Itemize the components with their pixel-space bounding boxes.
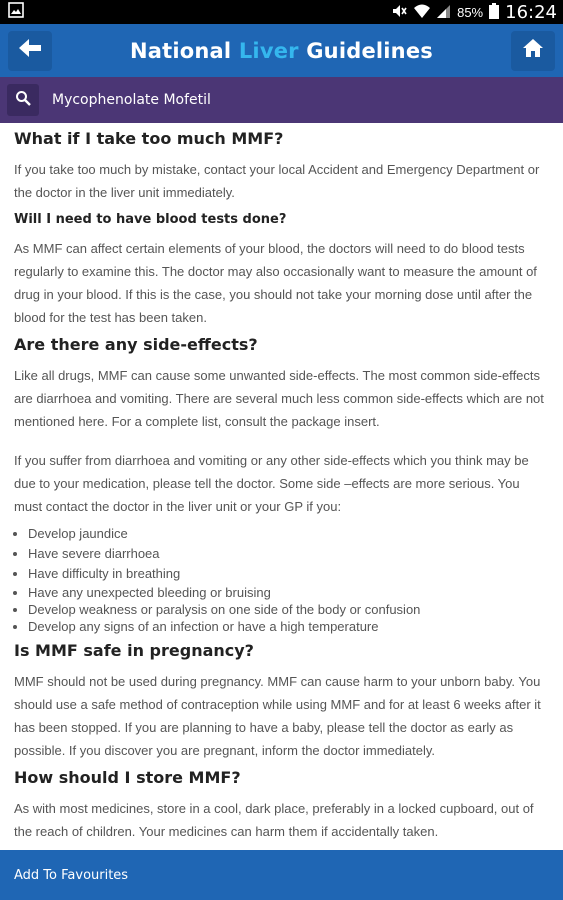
side-effects-list bbox=[14, 524, 549, 635]
bottom-bar bbox=[0, 850, 563, 900]
search-bar bbox=[0, 77, 563, 123]
search-icon bbox=[15, 90, 31, 111]
wifi-icon bbox=[413, 3, 431, 22]
app-title-part3: Guidelines bbox=[298, 38, 433, 63]
article-content[interactable] bbox=[0, 123, 563, 851]
home-button[interactable] bbox=[511, 31, 555, 71]
paragraph-pregnancy: MMF should not be used during pregnancy. MMF can cause harm to your unborn baby. You should use a safe method of contraception while using MMF and for at least 6 weeks after it has been stopped. If you are planning to have a baby, please tell the doctor as early as possible. If you discover you are pregnant, inform the doctor immediately. bbox=[14, 674, 541, 758]
clock: 16:24 bbox=[505, 1, 557, 23]
list-item: • Develop jaundice bbox=[28, 524, 549, 544]
list-item: • Develop weakness or paralysis on one side of the body or confusion bbox=[28, 601, 549, 618]
add-to-favourites-button[interactable]: Add To Favourites bbox=[14, 867, 129, 883]
app-title bbox=[130, 39, 433, 63]
mute-icon bbox=[391, 3, 407, 22]
section-heading-pregnancy: Is MMF safe in pregnancy? bbox=[14, 641, 254, 660]
list-item: • Develop any signs of an infection or have a high temperature bbox=[28, 618, 549, 635]
arrow-left-icon bbox=[19, 38, 41, 63]
home-icon bbox=[522, 38, 544, 63]
section-heading-blood-tests: Will I need to have blood tests done? bbox=[14, 212, 287, 227]
list-item: • Have difficulty in breathing bbox=[28, 564, 549, 584]
section-heading-side-effects: Are there any side-effects? bbox=[14, 335, 258, 354]
back-button[interactable] bbox=[8, 31, 52, 71]
battery-percent: 85% bbox=[457, 4, 484, 20]
paragraph-side-effects-2: If you suffer from diarrhoea and vomiting or any other side-effects which you think may be due to your medication, please tell the doctor. Some side –effects are more serious. You must contact the doctor in the liver unit or your GP if you: bbox=[14, 453, 529, 514]
app-title-part1: National bbox=[130, 38, 239, 63]
paragraph-storage: As with most medicines, store in a cool, dark place, preferably in a locked cupboard, out of the reach of children. Your medicines can harm them if accidentally taken. bbox=[14, 801, 534, 839]
status-bar bbox=[0, 0, 563, 24]
app-title-accent: Liver bbox=[238, 38, 299, 63]
image-icon bbox=[8, 2, 24, 23]
section-heading-storage: How should I store MMF? bbox=[14, 768, 241, 787]
paragraph-overdose: If you take too much by mistake, contact your local Accident and Emergency Department or the doctor in the liver unit immediately. bbox=[14, 162, 540, 200]
list-item: • Have severe diarrhoea bbox=[28, 544, 549, 564]
section-heading-overdose: What if I take too much MMF? bbox=[14, 129, 284, 148]
app-bar bbox=[0, 24, 563, 77]
search-query[interactable]: Mycophenolate Mofetil bbox=[52, 92, 211, 108]
list-item: • Have any unexpected bleeding or bruising bbox=[28, 584, 549, 601]
search-button[interactable] bbox=[7, 84, 39, 116]
battery-icon bbox=[489, 3, 499, 22]
paragraph-blood-tests: As MMF can affect certain elements of your blood, the doctors will need to do blood tests regularly to examine this. The doctor may also occasionally want to measure the amount of drug in your blood. If this is the case, you should not take your morning dose until after the blood for the test has been taken. bbox=[14, 241, 537, 325]
signal-icon bbox=[437, 3, 451, 22]
paragraph-side-effects-1: Like all drugs, MMF can cause some unwanted side-effects. The most common side-effects are diarrhoea and vomiting. There are several much less common side-effects which are not mentioned here. For a complete list, consult the package insert. bbox=[14, 368, 544, 429]
